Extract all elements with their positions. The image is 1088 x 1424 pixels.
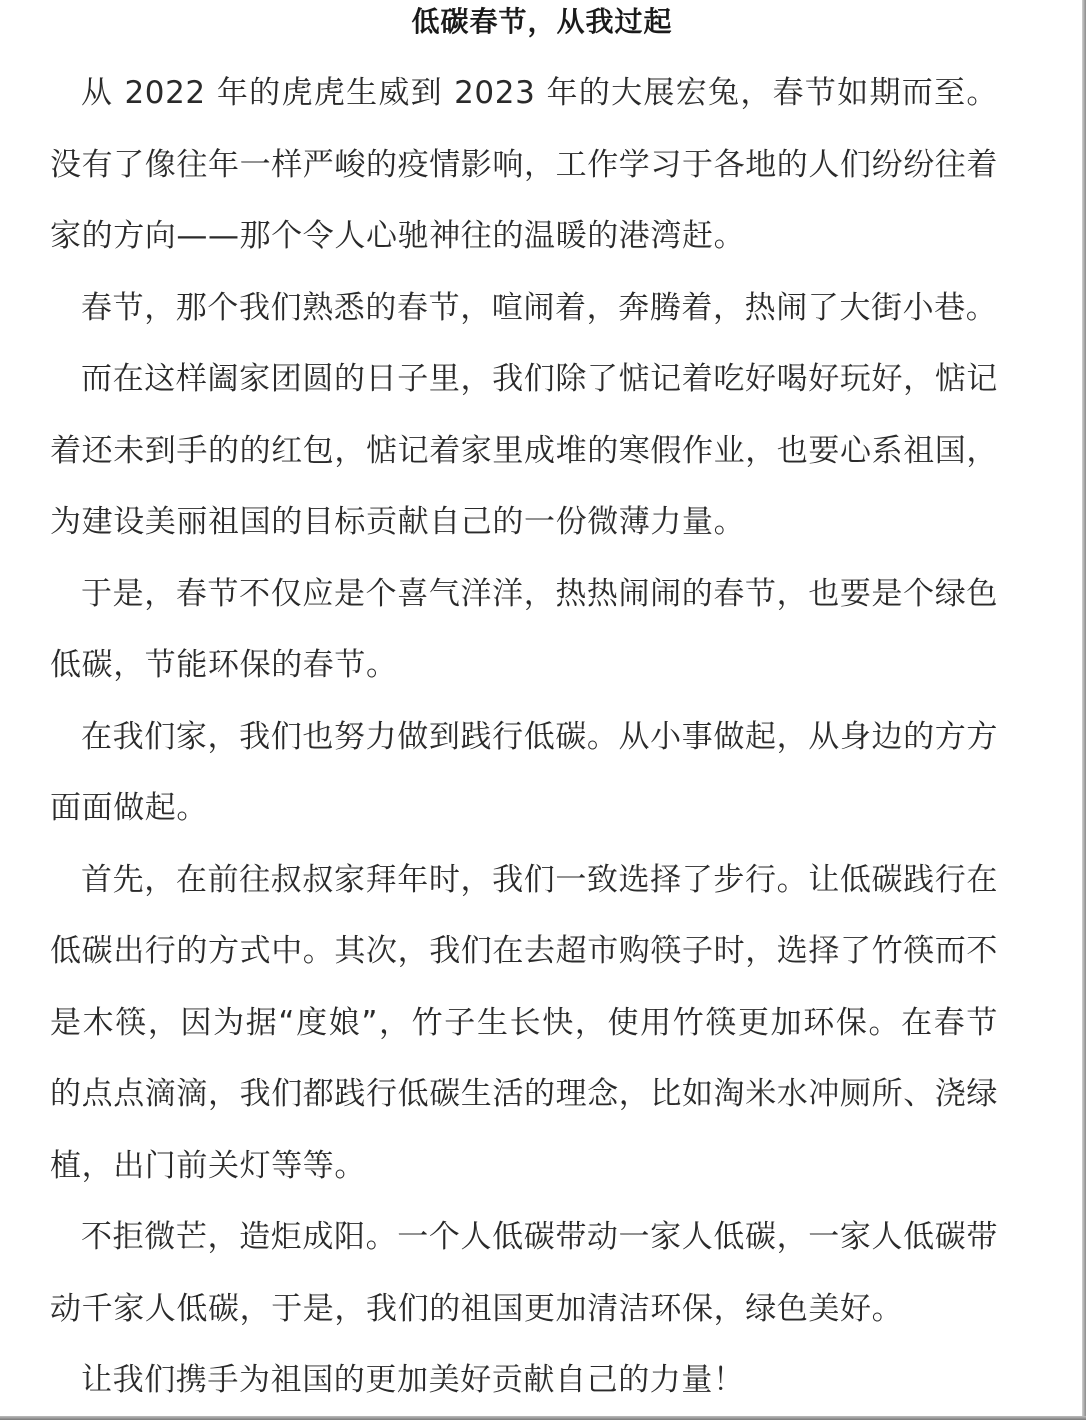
paragraph: 在我们家，我们也努力做到践行低碳。从小事做起，从身边的方方面面做起。 xyxy=(50,718,998,826)
paragraph: 从 2022 年的虎虎生威到 2023 年的大展宏兔，春节如期而至。没有了像往年一样严峻的疫情影响，工作学习于各地的人们纷纷往着家的方向——那个令人心驰神往的温暖的港湾赶。 xyxy=(50,75,998,254)
page-edge-shadow-right xyxy=(1082,0,1086,1420)
document-title: 低碳春节，从我过起 xyxy=(411,5,673,38)
paragraph: 首先，在前往叔叔家拜年时，我们一致选择了步行。让低碳践行在低碳出行的方式中。其次，我们在去超市购筷子时，选择了竹筷而不是木筷，因为据“度娘”，竹子生长快，使用竹筷更加环保。在春节的点点滴滴，我们都践行低碳生活的理念，比如淘米水冲厕所、浇绿植，出门前关灯等等。 xyxy=(50,861,998,1184)
document-body xyxy=(50,58,998,1417)
paragraph: 而在这样阖家团圆的日子里，我们除了惦记着吃好喝好玩好，惦记着还未到手的的红包，惦记着家里成堆的寒假作业，也要心系祖国，为建设美丽祖国的目标贡献自己的一份微薄力量。 xyxy=(50,361,998,540)
paragraph: 不拒微芒，造炬成阳。一个人低碳带动一家人低碳，一家人低碳带动千家人低碳，于是，我们的祖国更加清洁环保，绿色美好。 xyxy=(50,1219,998,1327)
paragraph: 于是，春节不仅应是个喜气洋洋，热热闹闹的春节，也要是个绿色低碳，节能环保的春节。 xyxy=(50,575,998,683)
paragraph: 让我们携手为祖国的更加美好贡献自己的力量！ xyxy=(81,1362,745,1398)
page-edge-shadow-bottom xyxy=(0,1416,1086,1420)
paragraph: 春节，那个我们熟悉的春节，喧闹着，奔腾着，热闹了大街小巷。 xyxy=(81,289,998,326)
